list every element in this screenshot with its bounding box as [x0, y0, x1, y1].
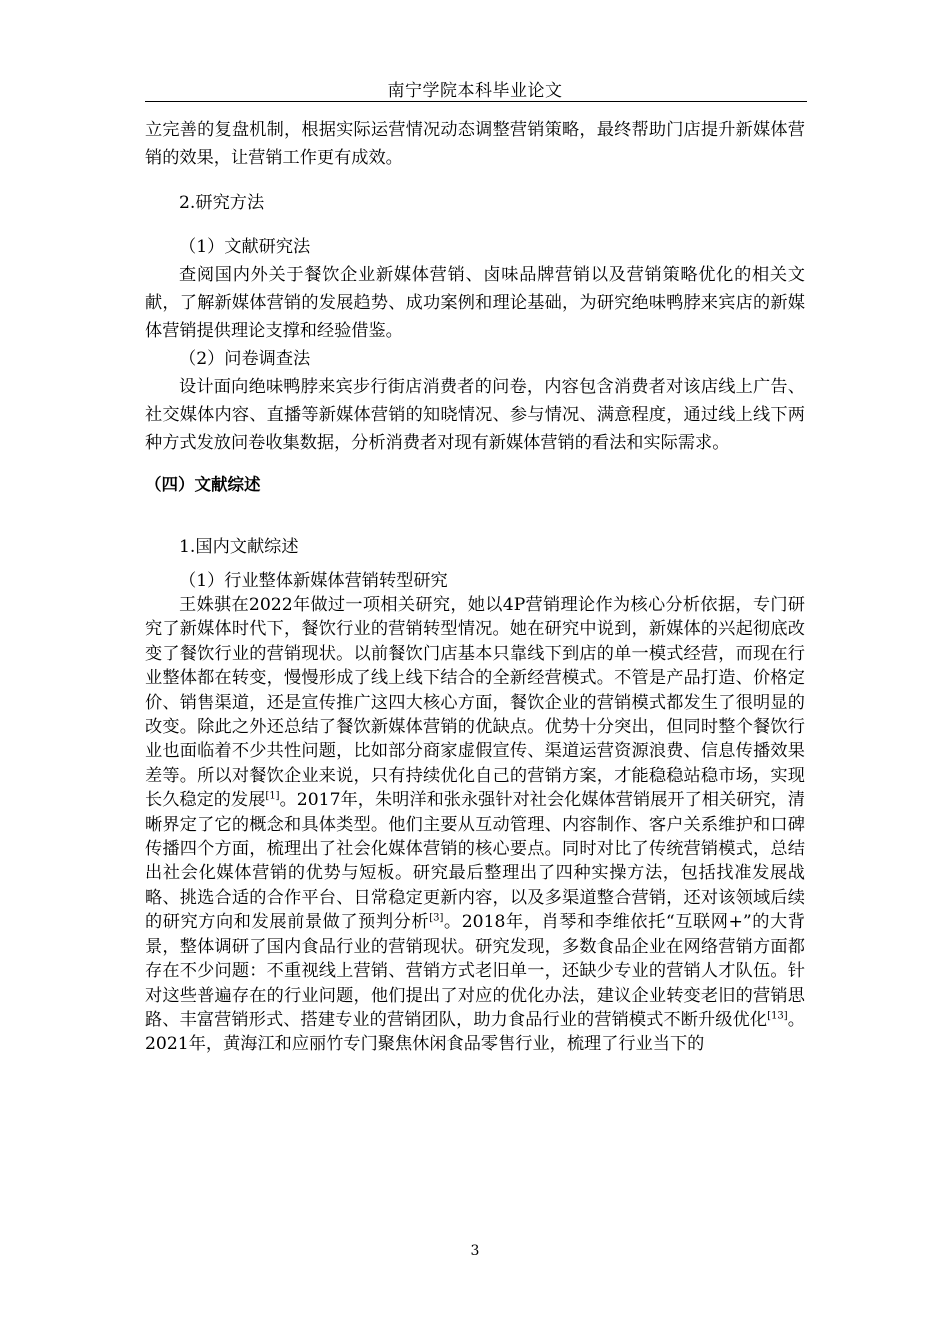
citation-ref-3: [3]: [429, 912, 444, 924]
page-number: 3: [470, 1243, 480, 1259]
paragraph-questionnaire-method: 设计面向绝味鸭脖来宾步行街店消费者的问卷，内容包含消费者对该店线上广告、社交媒体内容、直播等新媒体营销的知晓情况、参与情况、满意程度，通过线上线下两种方式发放问卷收集数据，分析消费者对现有新媒体营销的看法和实际需求。: [145, 377, 805, 453]
page-body: [145, 116, 805, 1057]
citation-ref-1: [1]: [265, 790, 280, 802]
section-heading-literature-review: （四）文献综述: [145, 475, 261, 494]
paragraph-literature-review: [145, 593, 805, 1057]
citation-ref-13: [13]: [767, 1010, 788, 1022]
paragraph-literature-method: 查阅国内外关于餐饮企业新媒体营销、卤味品牌营销以及营销策略优化的相关文献，了解新媒体营销的发展趋势、成功案例和理论基础，为研究绝味鸭脖来宾店的新媒体营销提供理论支撑和经验借鉴。: [145, 265, 805, 341]
heading-domestic-literature: 1.国内文献综述: [179, 537, 299, 557]
heading-questionnaire-method: （2）问卷调查法: [179, 349, 311, 369]
review-text-part-3: 。2018年，肖琴和李维依托“互联网+”的大背景，整体调研了国内食品行业的营销现状。研究发现，多数食品企业在网络营销方面都存在不少问题：不重视线上营销、营销方式老旧单一，还缺少专业的营销人才队伍。针对这些普遍存在的行业问题，他们提出了对应的优化办法，建议企业转变老旧的营销思路、丰富营销形式、搭建专业的营销团队，助力食品行业的营销模式不断升级优化: [145, 912, 805, 1030]
review-text-part-2: 。2017年，朱明洋和张永强针对社会化媒体营销展开了相关研究，清晰界定了它的概念和具体类型。他们主要从互动管理、内容制作、客户关系维护和口碑传播四个方面，梳理出了社会化媒体营销的核心要点。同时对比了传统营销模式，总结出社会化媒体营销的优势与短板。研究最后整理出了四种实操方法，包括找准发展战略、挑选合适的合作平台、日常稳定更新内容，以及多渠道整合营销，还对该领域后续的研究方向和发展前景做了预判分析: [145, 790, 805, 933]
heading-research-methods: 2.研究方法: [179, 193, 265, 213]
review-text-part-4: 。2021年，黄海江和应丽竹专门聚焦休闲食品零售行业，梳理了行业当下的: [145, 1009, 805, 1055]
heading-literature-method: （1）文献研究法: [179, 237, 311, 257]
review-text-part-1: 王姝骐在2022年做过一项相关研究，她以4P营销理论作为核心分析依据，专门研究了新媒体时代下，餐饮行业的营销转型情况。她在研究中说到，新媒体的兴起彻底改变了餐饮行业的营销现状。以前餐饮门店基本只靠线下到店的单一模式经营，而现在行业整体都在转变，慢慢形成了线上线下结合的全新经营模式。不管是产品打造、价格定价、销售渠道，还是宣传推广这四大核心方面，餐饮企业的营销模式都发生了很明显的改变。除此之外还总结了餐饮新媒体营销的优缺点。优势十分突出，但同时整个餐饮行业也面临着不少共性问题，比如部分商家虚假宣传、渠道运营资源浪费、信息传播效果差等。所以对餐饮企业来说，只有持续优化自己的营销方案，才能稳稳站稳市场，实现长久稳定的发展: [145, 595, 805, 811]
header-divider: [145, 101, 807, 102]
page-header-title: 南宁学院本科毕业论文: [387, 81, 563, 101]
heading-industry-transformation: （1）行业整体新媒体营销转型研究: [179, 571, 448, 591]
paragraph-continuation: 立完善的复盘机制，根据实际运营情况动态调整营销策略，最终帮助门店提升新媒体营销的效果，让营销工作更有成效。: [145, 120, 805, 168]
